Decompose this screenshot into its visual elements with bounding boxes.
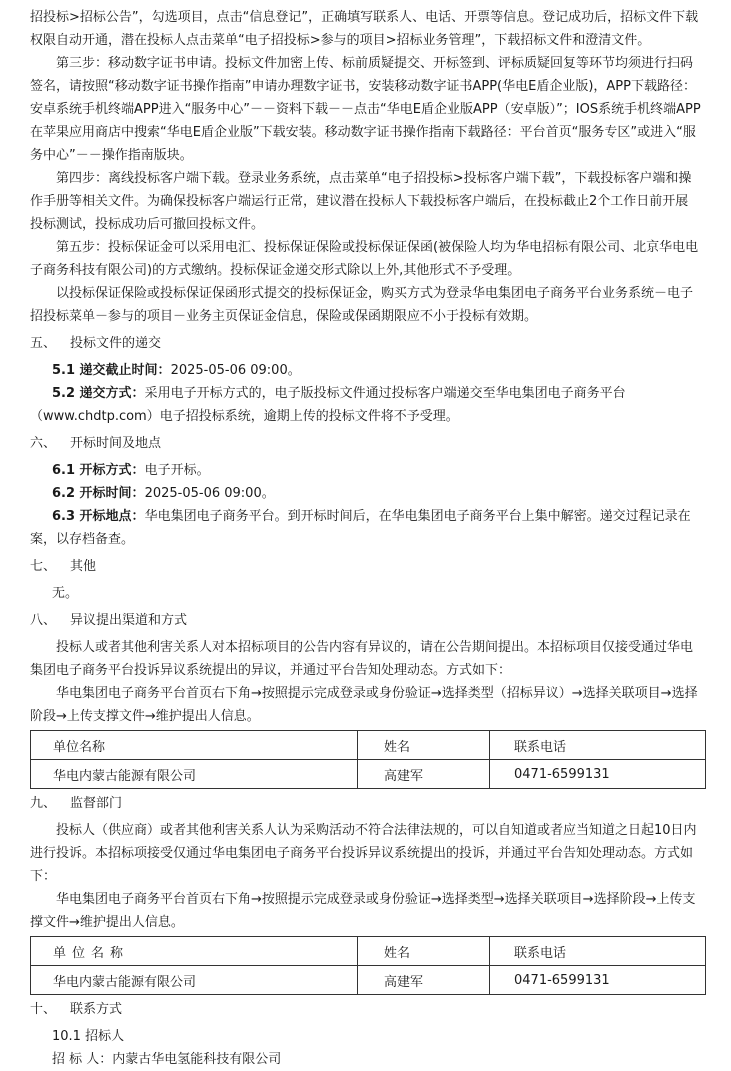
section8-body2: 华电集团电子商务平台首页右下角→按照提示完成登录或身份验证→选择类型（招标异议）→选择关联项目→选择阶段→上传支撑文件→维护提出人信息。 — [30, 686, 698, 724]
section6-2-label: 6.2 开标时间： — [52, 486, 145, 501]
intro-paragraph: 招投标>招标公告”，勾选项目，点击“信息登记”，正确填写联系人、电话、开票等信息。登记成功后，招标文件下载权限自动开通，潜在投标人点击菜单“电子招投标>参与的项目>招标业务管理”，下载招标文件和澄清文件。 — [30, 10, 699, 48]
section5-1-label: 5.1 递交截止时间： — [52, 363, 171, 378]
section5-2-label: 5.2 递交方式： — [52, 386, 145, 401]
section5-1-value: 2025-05-06 09:00。 — [170, 363, 301, 378]
step5-paragraph: 第五步：投标保证金可以采用电汇、投标保证保险或投标保证保函(被保险人均为华电招标有限公司、北京华电电子商务科技有限公司)的方式缴纳。投标保证金递交形式除以上外,其他形式不予受理。 — [30, 240, 699, 278]
section5-title: 投标文件的递交 — [70, 336, 162, 351]
section8-body1: 投标人或者其他利害关系人对本招标项目的公告内容有异议的，请在公告期间提出。本招标项目仅接受通过华电集团电子商务平台投诉异议系统提出的异议，并通过平台告知处理动态。方式如下： — [30, 640, 694, 678]
objection-contact-table — [30, 730, 706, 789]
header-phone: 联系电话 — [490, 937, 706, 966]
cell-name: 高建军 — [358, 966, 490, 995]
section9-body1: 投标人（供应商）或者其他利害关系人认为采购活动不符合法律法规的，可以自知道或者应当知道之日起10日内进行投诉。本招标项接受仅通过华电集团电子商务平台投诉异议系统提出的投诉，并通过平台告知处理动态。方式如下： — [30, 823, 697, 884]
section9-body2: 华电集团电子商务平台首页右下角→按照提示完成登录或身份验证→选择类型→选择关联项目→选择阶段→上传支撑文件→维护提出人信息。 — [30, 892, 696, 930]
section8-heading — [30, 609, 701, 633]
bond-paragraph: 以投标保证保险或投标保证保函形式提交的投标保证金，购买方式为登录华电集团电子商务平台业务系统－电子招投标菜单－参与的项目－业务主页保证金信息，保险或保函期限应不小于投标有效期。 — [30, 286, 694, 324]
section10-heading — [30, 998, 701, 1022]
header-name: 姓名 — [358, 731, 490, 760]
cell-name: 高建军 — [358, 760, 490, 789]
cell-phone: 0471-6599131 — [490, 966, 706, 995]
supervision-contact-table — [30, 936, 706, 995]
section7-body: 无。 — [52, 586, 79, 601]
section8-title: 异议提出渠道和方式 — [70, 613, 188, 628]
section5-number: 五、 — [30, 336, 57, 351]
section6-heading — [30, 432, 701, 456]
section5-1 — [30, 359, 701, 382]
table-row — [31, 760, 706, 789]
cell-unit-name: 华电内蒙古能源有限公司 — [31, 966, 358, 995]
section6-3 — [30, 505, 701, 551]
section10-1: 10.1 招标人 — [52, 1029, 125, 1044]
step4-paragraph: 第四步：离线投标客户端下载。登录业务系统，点击菜单“电子招投标>投标客户端下载”，下载投标客户端和操作手册等相关文件。为确保投标客户端运行正常，建议潜在投标人下载投标客户端后，在投标截止2个工作日前开展投标测试，投标成功后可撤回投标文件。 — [30, 171, 692, 232]
section6-1-value: 电子开标。 — [144, 463, 210, 478]
tenderer-line — [30, 1048, 701, 1071]
section6-3-value: 华电集团电子商务平台。到开标时间后，在华电集团电子商务平台上集中解密。递交过程记录在案，以存档备查。 — [30, 509, 691, 547]
section9-heading — [30, 792, 701, 816]
section6-1-label: 6.1 开标方式： — [52, 463, 145, 478]
section9-title: 监督部门 — [70, 796, 123, 811]
section8-number: 八、 — [30, 613, 57, 628]
step3-paragraph: 第三步：移动数字证书申请。投标文件加密上传、标前质疑提交、开标签到、评标质疑回复等环节均须进行扫码签名，请按照“移动数字证书操作指南”申请办理数字证书，安装移动数字证书APP(华电E盾企业版)，APP下载路径：安卓系统手机终端APP进入“服务中心”－－资料下载－－点击“华电E盾企业版APP（安卓版）”；IOS系统手机终端APP在苹果应用商店中搜索“华电E盾企业版”下载安装。移动数字证书操作指南下载路径：平台首页“服务专区”或进入“服务中心”－－操作指南版块。 — [30, 56, 701, 163]
section10-title: 联系方式 — [70, 1002, 123, 1017]
tenderer-label: 招 标 人： — [52, 1052, 113, 1067]
section9-number: 九、 — [30, 796, 57, 811]
header-unit-name: 单位名称 — [31, 937, 358, 966]
section5-2-value: 采用电子开标方式的，电子版投标文件通过投标客户端递交至华电集团电子商务平台（www.chdtp.com）电子招投标系统，逾期上传的投标文件将不予受理。 — [30, 386, 626, 424]
section6-1 — [30, 459, 701, 482]
header-unit-name: 单位名称 — [31, 731, 358, 760]
table-row — [31, 966, 706, 995]
table-header-row — [31, 937, 706, 966]
section5-2 — [30, 382, 701, 428]
section6-3-label: 6.3 开标地点： — [52, 509, 145, 524]
section10-number: 十、 — [30, 1002, 57, 1017]
section6-2 — [30, 482, 701, 505]
section7-heading — [30, 555, 701, 579]
cell-unit-name: 华电内蒙古能源有限公司 — [31, 760, 358, 789]
cell-phone: 0471-6599131 — [490, 760, 706, 789]
header-name: 姓名 — [358, 937, 490, 966]
section6-2-value: 2025-05-06 09:00。 — [144, 486, 275, 501]
section7-title: 其他 — [70, 559, 97, 574]
table-header-row — [31, 731, 706, 760]
section6-title: 开标时间及地点 — [70, 436, 162, 451]
section6-number: 六、 — [30, 436, 57, 451]
section5-heading — [30, 332, 701, 356]
section7-number: 七、 — [30, 559, 57, 574]
header-phone: 联系电话 — [490, 731, 706, 760]
tenderer-value: 内蒙古华电氢能科技有限公司 — [112, 1052, 282, 1067]
